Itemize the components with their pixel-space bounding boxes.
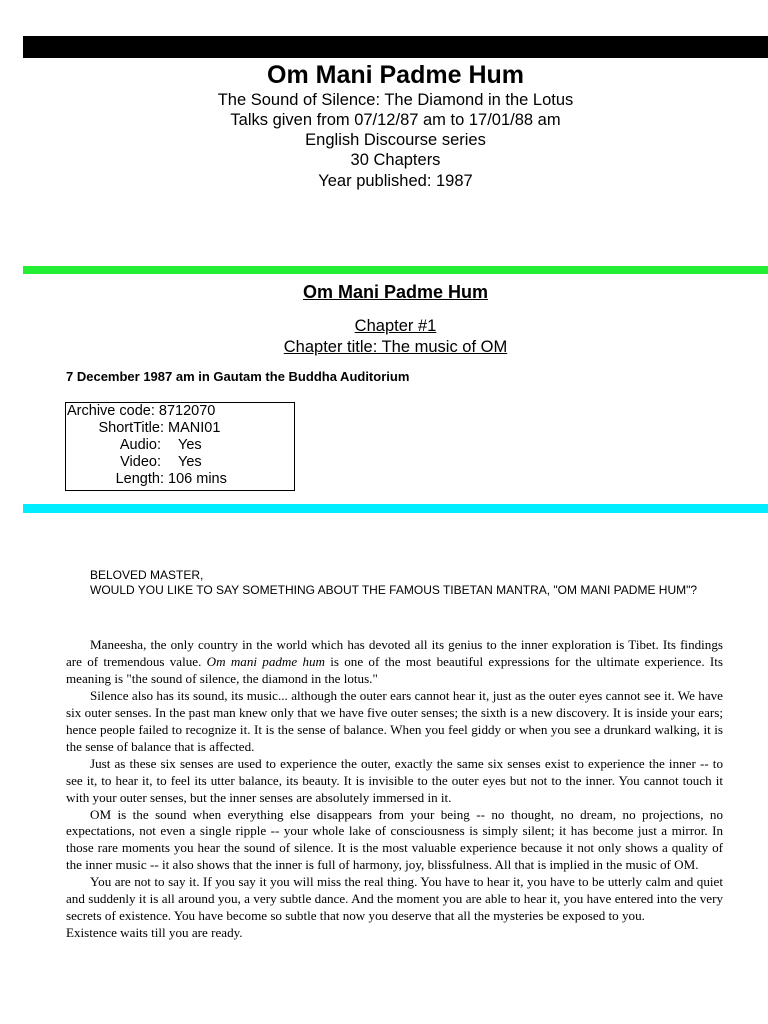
- book-subtitle: The Sound of Silence: The Diamond in the Lotus: [217, 91, 574, 109]
- paragraph-5: You are not to say it. If you say it you will miss the real thing. You have to hear it, you have to be utterly calm and quiet and suddenly it is all around you, a very subtle dance. And the moment you are able to hear it, you have entered into the very secrets of existence. You have become so subtle that now you deserve that all the mysteries be exposed to you.: [66, 874, 723, 924]
- question-text: WOULD YOU LIKE TO SAY SOMETHING ABOUT THE FAMOUS TIBETAN MANTRA, "OM MANI PADME HUM"?: [90, 582, 698, 597]
- chapters-count: 30 Chapters: [350, 151, 441, 169]
- archive-info-box: [65, 402, 295, 491]
- discourse-series: English Discourse series: [305, 131, 486, 149]
- archive-code-value: 8712070: [158, 403, 216, 419]
- question-block: [90, 568, 700, 597]
- question-salutation: BELOVED MASTER,: [90, 568, 204, 582]
- mantra-italic: Om mani padme hum: [206, 653, 325, 669]
- archive-row-shorttitle: [66, 420, 220, 437]
- video-value: Yes: [178, 454, 202, 470]
- section-green-bar: [23, 266, 768, 274]
- paragraph-1-end: is one of the most beautiful expressions for the ultimate experience. Its meaning is "the sound of silence, the diamond in the lotus.": [66, 653, 723, 686]
- chapter-title: Chapter title: The music of OM: [283, 338, 508, 356]
- discourse-body: [66, 637, 723, 942]
- paragraph-4: OM is the sound when everything else disappears from your being -- no thought, no dream, no projections, no expectations, not even a single ripple -- your whole lake of consciousness is simply silent; it has become just a mirror. In those rare moments you hear the sound of silence. It is the most valuable experience because it not only shows a quality of the inner music -- it also shows that the inner is full of harmony, joy, blissfulness. All that is implied in the music of OM.: [66, 806, 723, 873]
- length-value: 106 mins: [168, 471, 227, 487]
- chapter-number: Chapter #1: [354, 317, 437, 335]
- top-black-bar: [23, 36, 768, 58]
- date-location: 7 December 1987 am in Gautam the Buddha Auditorium: [66, 369, 410, 384]
- archive-row-video: [66, 454, 202, 471]
- chapter-book-title: Om Mani Padme Hum: [302, 282, 489, 302]
- paragraph-2: Silence also has its sound, its music... although the outer ears cannot hear it, just as the outer eyes cannot see it. We have six outer senses. In the past man knew only that we have five outer senses; the sixth is a new discovery. It is inside your ears; hence people failed to recognize it. It is the sense of balance. When you feel giddy or when you see a drunkard walking, it is the sense of balance that is affected.: [66, 687, 723, 754]
- archive-row-code: [66, 403, 215, 420]
- talks-given: Talks given from 07/12/87 am to 17/01/88 am: [230, 111, 561, 129]
- book-title: Om Mani Padme Hum: [267, 61, 524, 89]
- archive-row-length: [66, 471, 227, 488]
- shorttitle-label: ShortTitle:: [98, 420, 164, 436]
- year-published: Year published: 1987: [318, 172, 473, 190]
- video-label: Video:: [120, 454, 161, 470]
- divider-cyan-bar: [23, 504, 768, 513]
- paragraph-1: [66, 637, 723, 688]
- paragraph-3: Just as these six senses are used to experience the outer, exactly the same six senses exist to experience the inner -- to see it, to hear it, to feel its utter balance, its beauty. It is invisible to the outer eyes but not to the inner. You cannot touch it with your outer senses, but the inner senses are absolutely immersed in it.: [66, 755, 723, 805]
- paragraph-6: Existence waits till you are ready.: [66, 925, 243, 941]
- shorttitle-value: MANI01: [168, 420, 221, 436]
- audio-label: Audio:: [119, 437, 161, 453]
- archive-row-audio: [66, 437, 202, 454]
- paragraph-1-start: Maneesha, the only country in the world which has devoted all its genius to the inner exploration is Tibet. Its findings are of tremendous value.: [66, 637, 723, 669]
- length-label: Length:: [115, 471, 164, 487]
- archive-code-label: Archive code:: [67, 403, 155, 419]
- audio-value: Yes: [178, 437, 202, 453]
